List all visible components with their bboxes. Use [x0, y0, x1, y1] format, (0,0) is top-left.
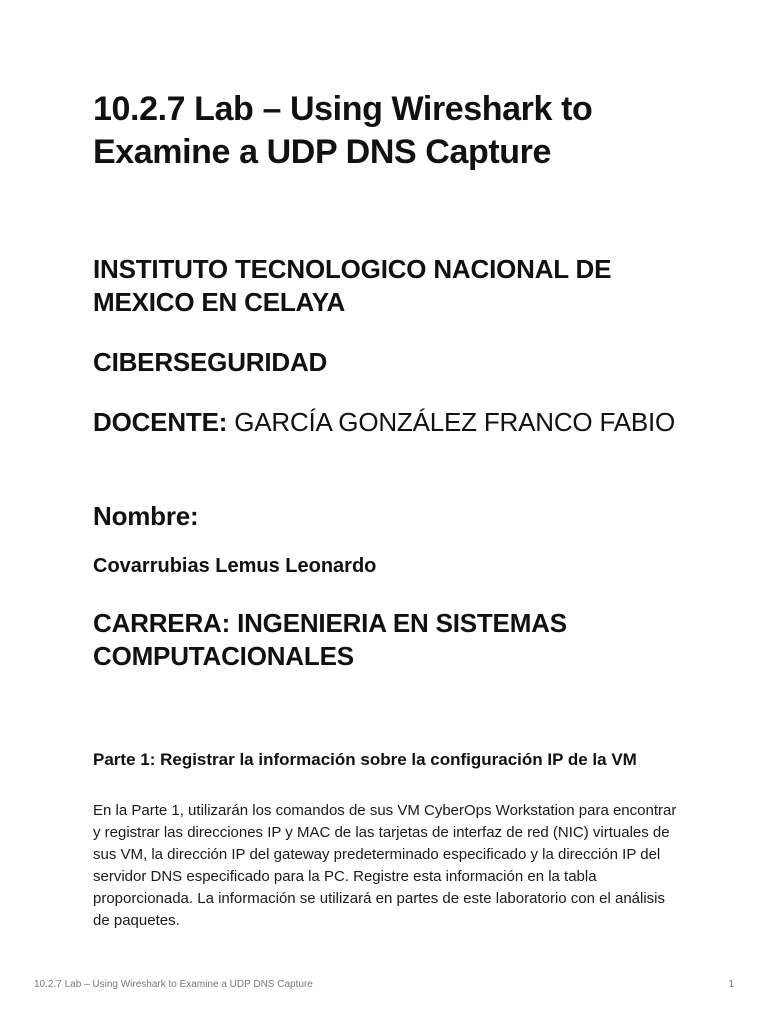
career-heading: CARRERA: INGENIERIA EN SISTEMAS COMPUTACIONALES [93, 608, 567, 671]
teacher-heading [93, 406, 683, 439]
teacher-name: GARCÍA GONZÁLEZ FRANCO FABIO [234, 407, 676, 437]
document-title: 10.2.7 Lab – Using Wireshark to Examine a UDP DNS Capture [93, 90, 593, 171]
footer-running-title: 10.2.7 Lab – Using Wireshark to Examine a UDP DNS Capture [34, 979, 313, 990]
subject-heading: CIBERSEGURIDAD [93, 347, 328, 377]
footer-page-number: 1 [728, 979, 734, 990]
name-label: Nombre: [93, 501, 199, 531]
institution-heading: INSTITUTO TECNOLOGICO NACIONAL DE MEXICO EN CELAYA [93, 254, 612, 317]
teacher-label: DOCENTE: [93, 407, 228, 437]
section-paragraph: En la Parte 1, utilizarán los comandos de sus VM CyberOps Workstation para encontrar y registrar las direcciones IP y MAC de las tarjetas de interfaz de red (NIC) virtuales de sus VM, la dirección IP del gateway predeterminado especificado y la dirección IP del servidor DNS especificado para la PC. Registre esta información en la tabla proporcionada. La información se utilizará en partes de este laboratorio con el análisis de paquetes. [93, 802, 677, 929]
student-name: Covarrubias Lemus Leonardo [93, 555, 377, 577]
section-heading: Parte 1: Registrar la información sobre la configuración IP de la VM [93, 750, 637, 769]
